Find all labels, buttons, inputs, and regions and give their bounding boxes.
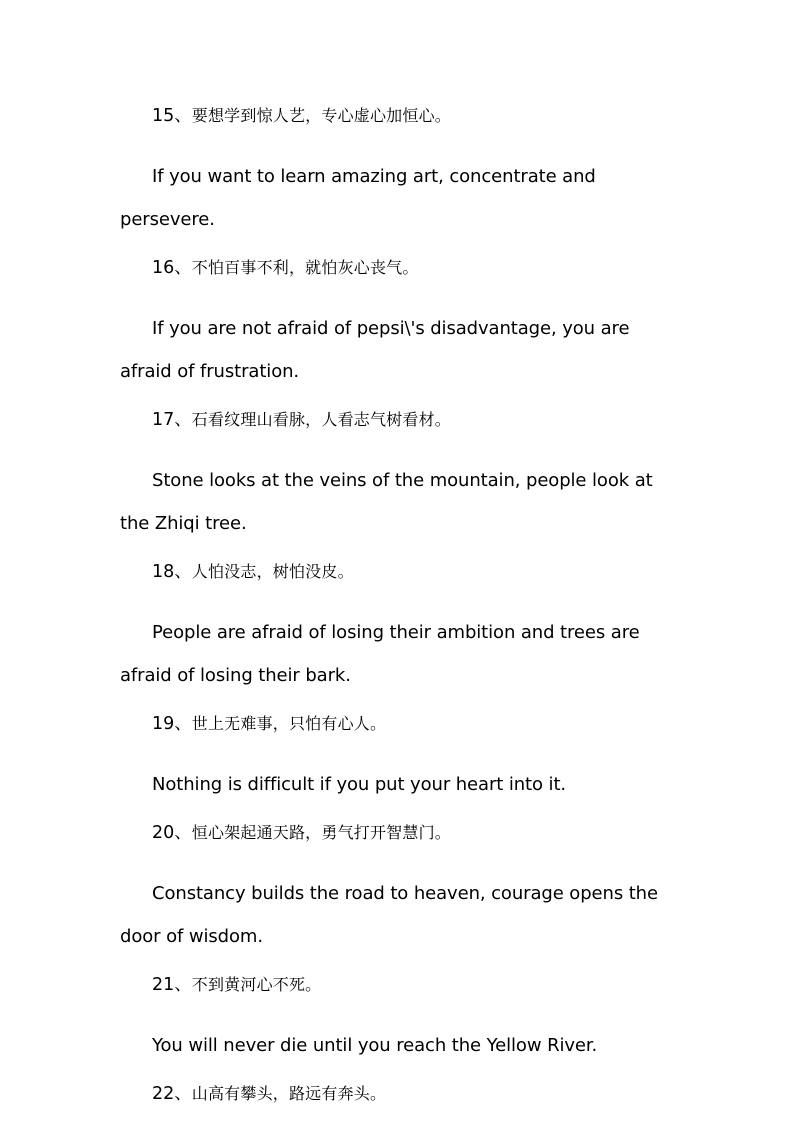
saying-18-english: People are afraid of losing their ambition and trees are afraid of losing their bark. bbox=[120, 622, 640, 686]
saying-21-chinese: 21、不到黄河心不死。 bbox=[152, 975, 322, 995]
saying-16-chinese: 16、不怕百事不利，就怕灰心丧气。 bbox=[152, 258, 419, 278]
saying-22-chinese: 22、山高有攀头，路远有奔头。 bbox=[152, 1084, 387, 1104]
saying-15-chinese: 15、要想学到惊人艺，专心虚心加恒心。 bbox=[152, 106, 451, 126]
saying-17-chinese: 17、石看纹理山看脉，人看志气树看材。 bbox=[152, 410, 451, 430]
saying-21-english: You will never die until you reach the Yellow River. bbox=[152, 1035, 598, 1056]
saying-20-english: Constancy builds the road to heaven, courage opens the door of wisdom. bbox=[120, 883, 658, 947]
saying-18-chinese: 18、人怕没志，树怕没皮。 bbox=[152, 562, 354, 582]
saying-16-english: If you are not afraid of pepsi\'s disadvantage, you are afraid of frustration. bbox=[120, 318, 630, 382]
saying-17-english: Stone looks at the veins of the mountain, people look at the Zhiqi tree. bbox=[120, 470, 653, 534]
saying-19-english: Nothing is difficult if you put your heart into it. bbox=[152, 774, 567, 795]
saying-19-chinese: 19、世上无难事，只怕有心人。 bbox=[152, 714, 387, 734]
saying-15-english: If you want to learn amazing art, concentrate and persevere. bbox=[120, 166, 596, 230]
saying-20-chinese: 20、恒心架起通天路，勇气打开智慧门。 bbox=[152, 823, 451, 843]
